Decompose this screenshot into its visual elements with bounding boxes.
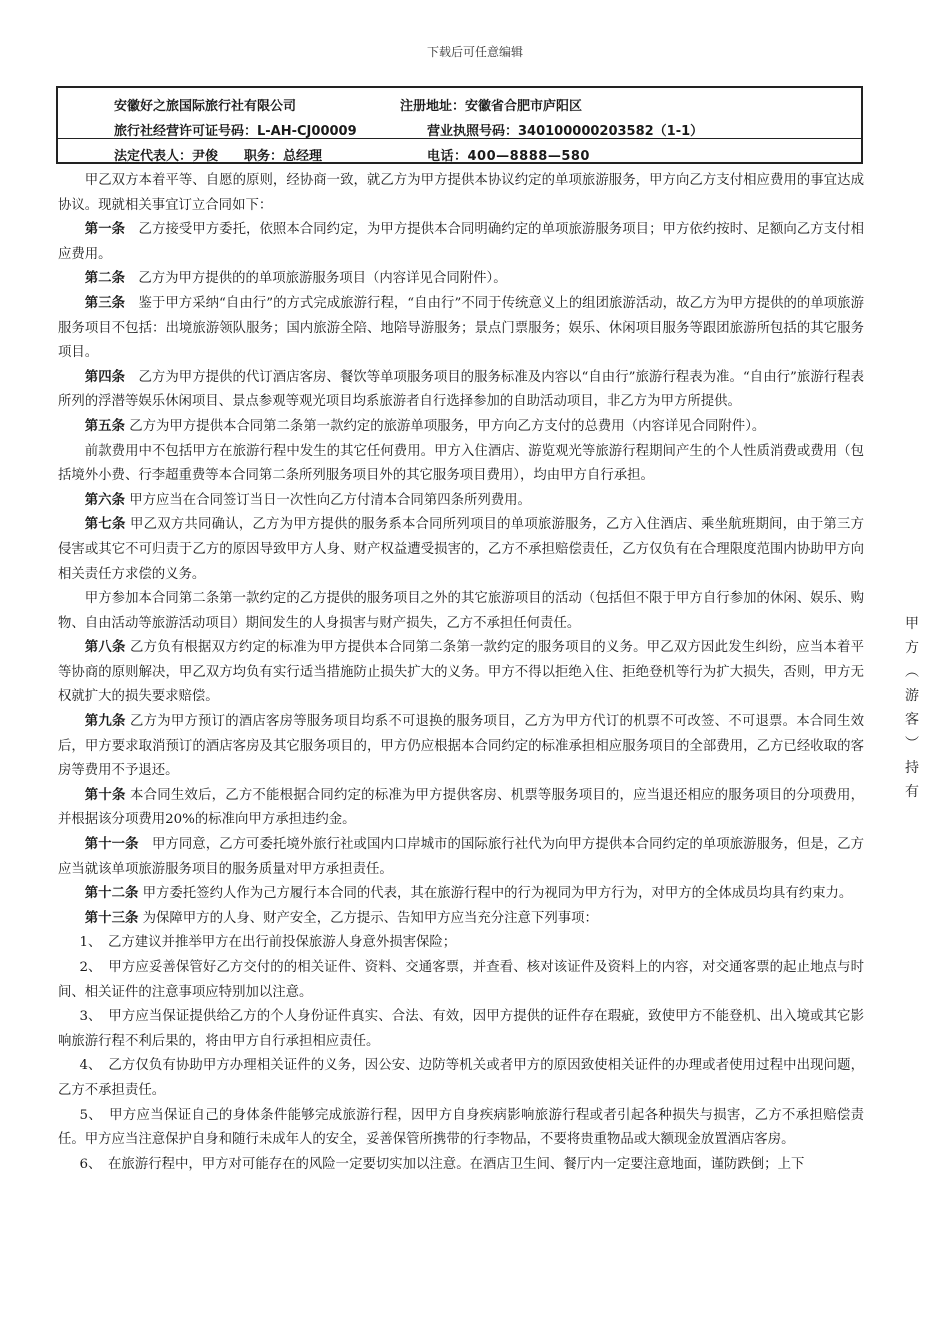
contract-paragraph <box>58 1153 864 1178</box>
contract-body <box>58 169 864 1177</box>
clause-paragraph <box>58 218 864 267</box>
side-note-char: 方 <box>905 640 919 656</box>
contract-paragraph <box>58 1104 864 1153</box>
clause-text: 甲方应当在合同签订当日一次性向乙方付清本合同第四条所列费用。 <box>124 492 531 508</box>
phone-number: 电话：400—8888—580 <box>427 149 590 164</box>
clause-label: 第十一条 <box>84 837 139 853</box>
header-divider <box>58 138 861 139</box>
clause-text: 前款费用中不包括甲方在旅游行程中发生的其它任何费用。甲方入住酒店、游览观光等旅游行程期间产生的个人性质消费或费用（包括境外小费、行李超重费等本合同第二条所列服务项目外的其它服务项目费用），均由甲方自行承担。 <box>58 443 864 484</box>
side-note-char: 持 <box>905 760 919 776</box>
clause-text: 为保障甲方的人身、财产安全，乙方提示、告知甲方应当充分注意下列事项： <box>138 910 598 926</box>
clause-label: 第五条 <box>84 418 125 434</box>
clause-text: 乙方为甲方提供本合同第二条第一款约定的旅游单项服务，甲方向乙方支付的总费用（内容详见合同附件）。 <box>124 418 766 434</box>
clause-text: 6、 在旅游行程中，甲方对可能存在的风险一定要切实加以注意。在酒店卫生间、餐厅内一定要注意地面，谨防跌倒；上下 <box>79 1156 805 1172</box>
clause-paragraph <box>58 833 864 882</box>
clause-paragraph <box>58 907 864 932</box>
clause-paragraph <box>58 267 864 292</box>
clause-text: 4、 乙方仅负有协助甲方办理相关证件的义务，因公安、边防等机关或者甲方的原因致使相关证件的办理或者使用过程中出现问题，乙方不承担责任。 <box>58 1058 864 1098</box>
clause-text: 乙方为甲方提供的代订酒店客房、餐饮等单项服务项目的服务标准及内容以“自由行”旅游行程表为准。“自由行”旅游行程表所列的浮潜等娱乐休闲项目、景点参观等观光项目均系旅游者自行选择参加的自助活动项目，非乙方为甲方所提供。 <box>58 369 864 410</box>
clause-paragraph <box>58 784 864 833</box>
clause-text: 2、 甲方应妥善保管好乙方交付的的相关证件、资料、交通客票，并查看、核对该证件及资料上的内容，对交通客票的起止地点与时间、相关证件的注意事项应特别加以注意。 <box>58 960 864 1000</box>
clause-label: 第二条 <box>84 271 125 287</box>
contract-paragraph <box>58 956 864 1005</box>
clause-text: 1、 乙方建议并推举甲方在出行前投保旅游人身意外损害保险； <box>79 935 457 951</box>
clause-paragraph <box>58 513 864 587</box>
clause-paragraph <box>58 710 864 784</box>
clause-paragraph <box>58 415 864 440</box>
clause-paragraph <box>58 366 864 415</box>
clause-label: 第七条 <box>84 517 126 533</box>
clause-text: 3、 甲方应当保证提供给乙方的个人身份证件真实、合法、有效，因甲方提供的证件存在瑕疵，致使甲方不能登机、出入境或其它影响旅游行程不利后果的，将由甲方自行承担相应责任。 <box>58 1009 864 1049</box>
company-name: 安徽好之旅国际旅行社有限公司 <box>114 99 297 114</box>
side-note-char: ︵ <box>905 664 919 680</box>
registered-address: 注册地址：安徽省合肥市庐阳区 <box>400 99 583 114</box>
clause-text: 甲乙双方共同确认，乙方为甲方提供的服务系本合同所列项目的单项旅游服务，乙方入住酒店、乘坐航班期间，由于第三方侵害或其它不可归责于乙方的原因导致甲方人身、财产权益遭受损害的，乙方不承担赔偿责任，乙方仅负有在合理限度范围内协助甲方向相关责任方求偿的义务。 <box>58 517 864 582</box>
side-note-char: 游 <box>905 688 919 704</box>
business-license-number: 营业执照号码：340100000203582（1-1） <box>427 124 704 139</box>
legal-representative: 法定代表人：尹俊 职务：总经理 <box>114 149 323 164</box>
clause-label: 第十三条 <box>84 910 139 926</box>
side-note-char: ︶ <box>905 736 919 752</box>
company-header <box>56 86 863 164</box>
contract-paragraph <box>58 440 864 489</box>
clause-text: 乙方为甲方预订的酒店客房等服务项目均系不可退换的服务项目，乙方为甲方代订的机票不可改签、不可退票。本合同生效后，甲方要求取消预订的酒店客房及其它服务项目的，甲方仍应根据本合同约定的标准承担相应服务项目的全部费用，乙方已经收取的客房等费用不予退还。 <box>58 714 864 779</box>
clause-label: 第十条 <box>84 787 126 803</box>
side-note-char: 有 <box>905 784 919 800</box>
clause-text: 甲方参加本合同第二条第一款约定的乙方提供的服务项目之外的其它旅游项目的活动（包括但不限于甲方自行参加的休闲、娱乐、购物、自由活动等旅游活动项目）期间发生的人身损害与财产损失，乙方不承担任何责任。 <box>58 591 864 631</box>
download-note: 下载后可任意编辑 <box>426 45 523 59</box>
clause-text: 甲方委托签约人作为己方履行本合同的代表，其在旅游行程中的行为视同为甲方行为，对甲方的全体成员均具有约束力。 <box>138 886 853 902</box>
clause-text: 乙方为甲方提供的的单项旅游服务项目（内容详见合同附件）。 <box>124 271 507 287</box>
clause-text: 甲乙双方本着平等、自愿的原则，经协商一致，就乙方为甲方提供本协议约定的单项旅游服务，甲方向乙方支付相应费用的事宜达成协议。现就相关事宜订立合同如下： <box>58 173 864 213</box>
clause-text: 甲方同意，乙方可委托境外旅行社或国内口岸城市的国际旅行社代为向甲方提供本合同约定的单项旅游服务，但是，乙方应当就该单项旅游服务项目的服务质量对甲方承担责任。 <box>58 837 865 877</box>
clause-text: 5、 甲方应当保证自己的身体条件能够完成旅游行程，因甲方自身疾病影响旅游行程或者引起各种损失与损害，乙方不承担赔偿责任。甲方应当注意保护自身和随行未成年人的安全，妥善保管所携带的行李物品，不要将贵重物品或大额现金放置酒店客房。 <box>58 1107 864 1148</box>
clause-text: 乙方负有根据双方约定的标准为甲方提供本合同第二条第一款约定的服务项目的义务。甲乙双方因此发生纠纷，应当本着平等协商的原则解决，甲乙双方均负有实行适当措施防止损失扩大的义务。甲方不得以拒绝入住、拒绝登机等行为扩大损失，否则，甲方无权就扩大的损失要求赔偿。 <box>58 640 864 705</box>
side-note-char: 客 <box>905 712 919 728</box>
contract-paragraph <box>58 587 864 636</box>
clause-label: 第三条 <box>84 295 126 311</box>
clause-paragraph <box>58 636 864 710</box>
contract-paragraph <box>58 931 864 956</box>
contract-paragraph <box>58 1005 864 1054</box>
contract-paragraph <box>58 169 864 218</box>
contract-paragraph <box>58 1054 864 1103</box>
clause-label: 第四条 <box>84 369 126 385</box>
clause-paragraph <box>58 489 864 514</box>
clause-text: 本合同生效后，乙方不能根据合同约定的标准为甲方提供客房、机票等服务项目的，应当退还相应的服务项目的分项费用，并根据该分项费用20%的标准向甲方承担违约金。 <box>58 787 864 828</box>
clause-label: 第一条 <box>84 222 126 238</box>
clause-text: 乙方接受甲方委托，依照本合同约定，为甲方提供本合同明确约定的单项旅游服务项目；甲方依约按时、足额向乙方支付相应费用。 <box>58 222 865 262</box>
clause-paragraph <box>58 292 864 366</box>
side-note-char: 甲 <box>905 616 919 632</box>
clause-label: 第八条 <box>84 640 126 656</box>
clause-label: 第六条 <box>84 492 125 508</box>
clause-paragraph <box>58 882 864 907</box>
clause-text: 鉴于甲方采纳“自由行”的方式完成旅游行程，“自由行”不同于传统意义上的组团旅游活动，故乙方为甲方提供的的单项旅游服务项目不包括：出境旅游领队服务；国内旅游全陪、地陪导游服务；景点门票服务；娱乐、休闲项目服务等跟团旅游所包括的其它服务项目。 <box>58 295 864 361</box>
side-note <box>902 612 922 804</box>
clause-label: 第十二条 <box>84 886 139 902</box>
travel-license-number: 旅行社经营许可证号码：L-AH-CJ00009 <box>114 124 357 139</box>
clause-label: 第九条 <box>84 714 126 730</box>
